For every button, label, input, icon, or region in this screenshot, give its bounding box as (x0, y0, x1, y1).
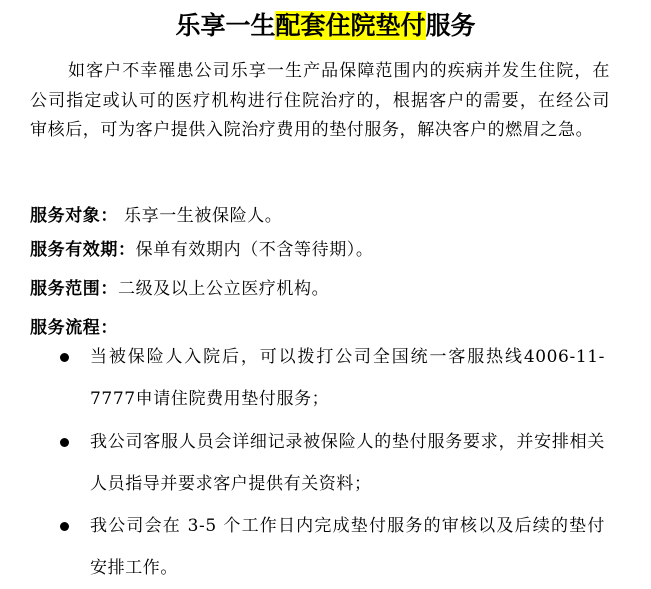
process-step-1: 当被保险人入院后，可以拨打公司全国统一客服热线4006-11-7777申请住院费用垫付服务； (90, 347, 605, 409)
intro-paragraph: 如客户不幸罹患公司乐享一生产品保障范围内的疾病并发生住院，在公司指定或认可的医疗机构进行住院治疗的，根据客户的需要，在经公司审核后，可为客户提供入院治疗费用的垫付服务，解决客户的燃眉之急。 (30, 61, 610, 140)
bullet-icon (60, 522, 69, 531)
process-step-3: 我公司会在 3-5 个工作日内完成垫付服务的审核以及后续的垫付安排工作。 (90, 516, 605, 578)
bullet-icon (60, 438, 69, 447)
validity-value: 保单有效期内（不含等待期）。 (135, 240, 374, 260)
validity-label: 服务有效期： (30, 240, 136, 260)
service-target-value: 乐享一生被保险人。 (118, 206, 283, 226)
validity-row (30, 238, 630, 262)
scope-value: 二级及以上公立医疗机构。 (118, 279, 330, 299)
scope-row (30, 277, 630, 301)
title-text-after: 服务 (425, 11, 476, 40)
title-text-before: 乐享一生 (175, 11, 276, 40)
process-label: 服务流程： (30, 318, 118, 338)
title-highlighted-text: 配套住院垫付 (275, 11, 426, 40)
process-step-2: 我公司客服人员会详细记录被保险人的垫付服务要求，并安排相关人员指导并要求客户提供有关资料； (90, 432, 605, 494)
page-title (0, 8, 651, 44)
service-target-label: 服务对象： (30, 206, 118, 226)
bullet-icon (60, 353, 69, 362)
scope-label: 服务范围： (30, 279, 118, 299)
service-target-row (30, 204, 630, 228)
